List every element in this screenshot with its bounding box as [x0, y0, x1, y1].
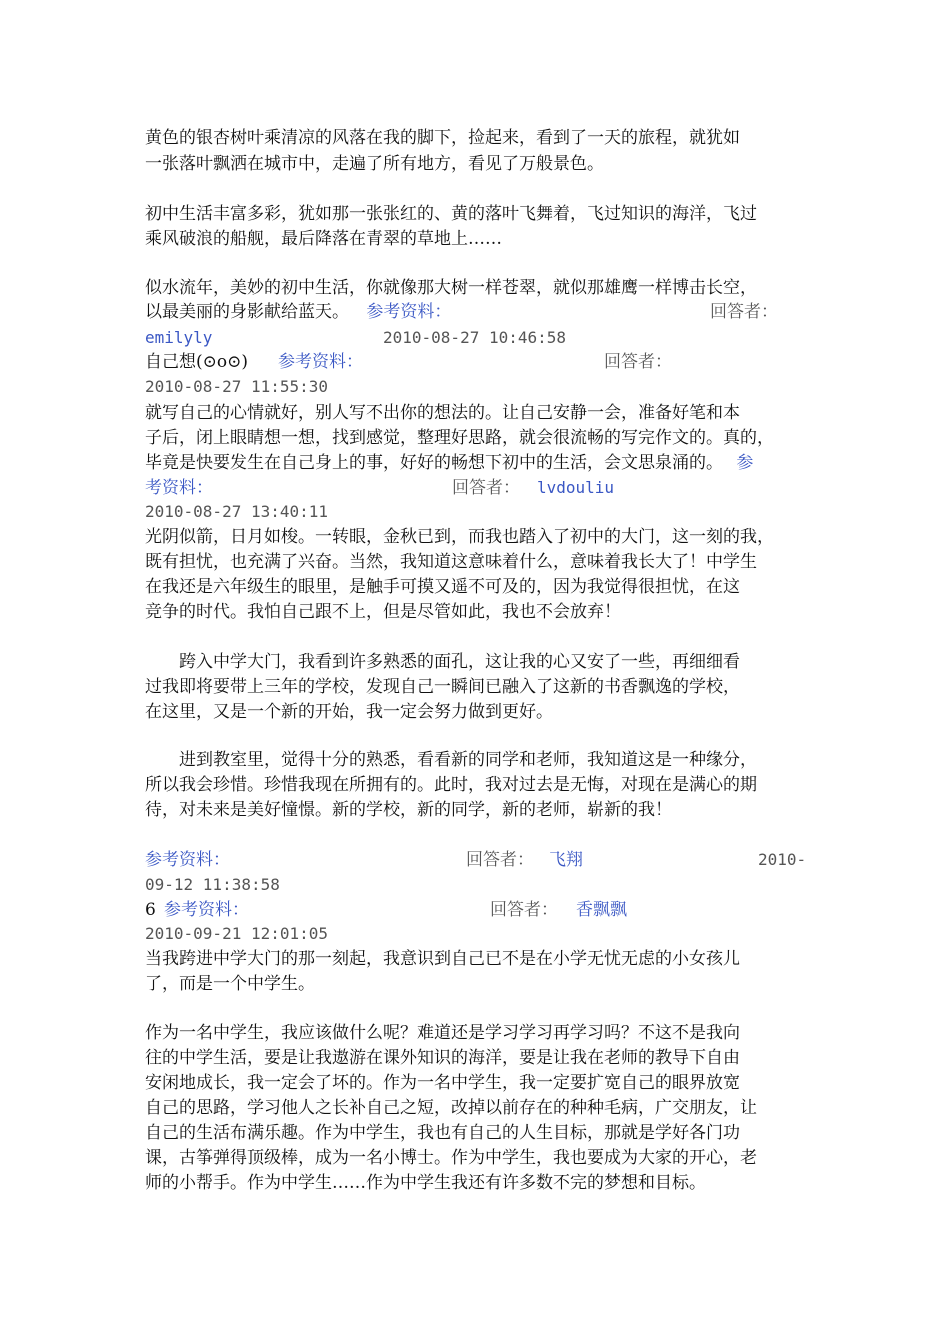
text-line: 待，对未来是美好憧憬。新的学校，新的同学，新的老师，崭新的我！ [145, 800, 672, 820]
answer-body: 6 [145, 900, 156, 920]
reference-label: 考资料： [145, 478, 213, 498]
text-line: 自己的思路，学习他人之长补自己之短，改掉以前存在的种种毛病，广交朋友，让 [145, 1098, 757, 1118]
answerer-name-link[interactable]: 香飘飘 [576, 900, 627, 920]
text-line: 往的中学生活，要是让我遨游在课外知识的海洋，要是让我在老师的教导下自由 [145, 1048, 740, 1068]
text-line: 当我跨进中学大门的那一刻起，我意识到自己已不是在小学无忧无虑的小女孩儿 [145, 949, 740, 969]
text-line: 就写自己的心情就好，别人写不出你的想法的。让自己安静一会，准备好笔和本 [145, 403, 740, 423]
answer-timestamp: 2010-08-27 10:46:58 [383, 328, 567, 347]
text-fragment: 以最美丽的身影献给蓝天。 [145, 302, 349, 322]
text-line: 竞争的时代。我怕自己跟不上，但是尽管如此，我也不会放弃！ [145, 602, 621, 622]
text-line: 初中生活丰富多彩，犹如那一张张红的、黄的落叶飞舞着，飞过知识的海洋，飞过 [145, 204, 757, 224]
answer-timestamp: 2010-08-27 11:55:30 [145, 377, 329, 396]
text-line: 一张落叶飘洒在城市中，走遍了所有地方，看见了万般景色。 [145, 154, 604, 174]
text-line: 了，而是一个中学生。 [145, 974, 315, 994]
reference-label: 参考资料： [164, 900, 249, 920]
answerer-label: 回答者： [452, 478, 520, 498]
answer-timestamp: 09-12 11:38:58 [145, 875, 280, 894]
text-fragment: 毕竟是快要发生在自己身上的事，好好的畅想下初中的生活，会文思泉涌的。 [145, 453, 723, 473]
text-line: 子后，闭上眼睛想一想，找到感觉，整理好思路，就会很流畅的写完作文的。真的， [145, 428, 774, 448]
text-line: 进到教室里，觉得十分的熟悉，看看新的同学和老师，我知道这是一种缘分， [145, 750, 757, 770]
text-line: 在这里，又是一个新的开始，我一定会努力做到更好。 [145, 702, 553, 722]
text-line: 乘风破浪的船舰，最后降落在青翠的草地上…… [145, 229, 502, 249]
answerer-label: 回答者： [466, 850, 534, 870]
answer-timestamp: 2010-08-27 13:40:11 [145, 502, 329, 521]
text-line: 自己的生活布满乐趣。作为中学生，我也有自己的人生目标，那就是学好各门功 [145, 1123, 740, 1143]
answerer-label: 回答者： [490, 900, 558, 920]
text-line: 课，古筝弹得顶级棒，成为一名小博士。作为中学生，我也要成为大家的开心，老 [145, 1148, 757, 1168]
answerer-label: 回答者： [604, 352, 672, 372]
text-line: 光阴似箭，日月如梭。一转眼，金秋已到，而我也踏入了初中的大门，这一刻的我， [145, 527, 774, 547]
text-line: 在我还是六年级生的眼里，是触手可摸又遥不可及的，因为我觉得很担忧，在这 [145, 577, 740, 597]
text-line [145, 451, 810, 475]
answerer-label: 回答者： [710, 302, 778, 322]
answer-timestamp: 2010-09-21 12:01:05 [145, 924, 329, 943]
text-line: 安闲地成长，我一定会了坏的。作为一名中学生，我一定要扩宽自己的眼界放宽 [145, 1073, 740, 1093]
text-line: 既有担忧，也充满了兴奋。当然，我知道这意味着什么，意味着我长大了！中学生 [145, 552, 757, 572]
text-line: 黄色的银杏树叶乘清凉的风落在我的脚下，捡起来，看到了一天的旅程，就犹如 [145, 128, 740, 148]
answer-timestamp: 2010- [758, 850, 807, 869]
text-line: 作为一名中学生，我应该做什么呢？难道还是学习学习再学习吗？不这不是我向 [145, 1023, 740, 1043]
text-line: 跨入中学大门，我看到许多熟悉的面孔，这让我的心又安了一些，再细细看 [145, 652, 740, 672]
text-line: 过我即将要带上三年的学校，发现自己一瞬间已融入了这新的书香飘逸的学校， [145, 677, 740, 697]
reference-label: 参考资料： [366, 302, 452, 322]
reference-label: 参考资料： [278, 352, 363, 372]
answerer-name-link[interactable]: 飞翔 [549, 850, 583, 870]
text-line: 所以我会珍惜。珍惜我现在所拥有的。此时，我对过去是无悔，对现在是满心的期 [145, 775, 757, 795]
answerer-name-link[interactable]: lvdouliu [537, 478, 615, 497]
text-line: 师的小帮手。作为中学生……作为中学生我还有许多数不完的梦想和目标。 [145, 1173, 706, 1193]
text-line: 似水流年，美妙的初中生活，你就像那大树一样苍翠，就似那雄鹰一样博击长空， [145, 278, 757, 298]
reference-label: 参考资料： [145, 850, 230, 870]
answer-body: 自己想(⊙o⊙) [145, 352, 248, 372]
answerer-name-link[interactable]: emilyly [145, 328, 213, 347]
reference-label: 参 [736, 453, 754, 473]
